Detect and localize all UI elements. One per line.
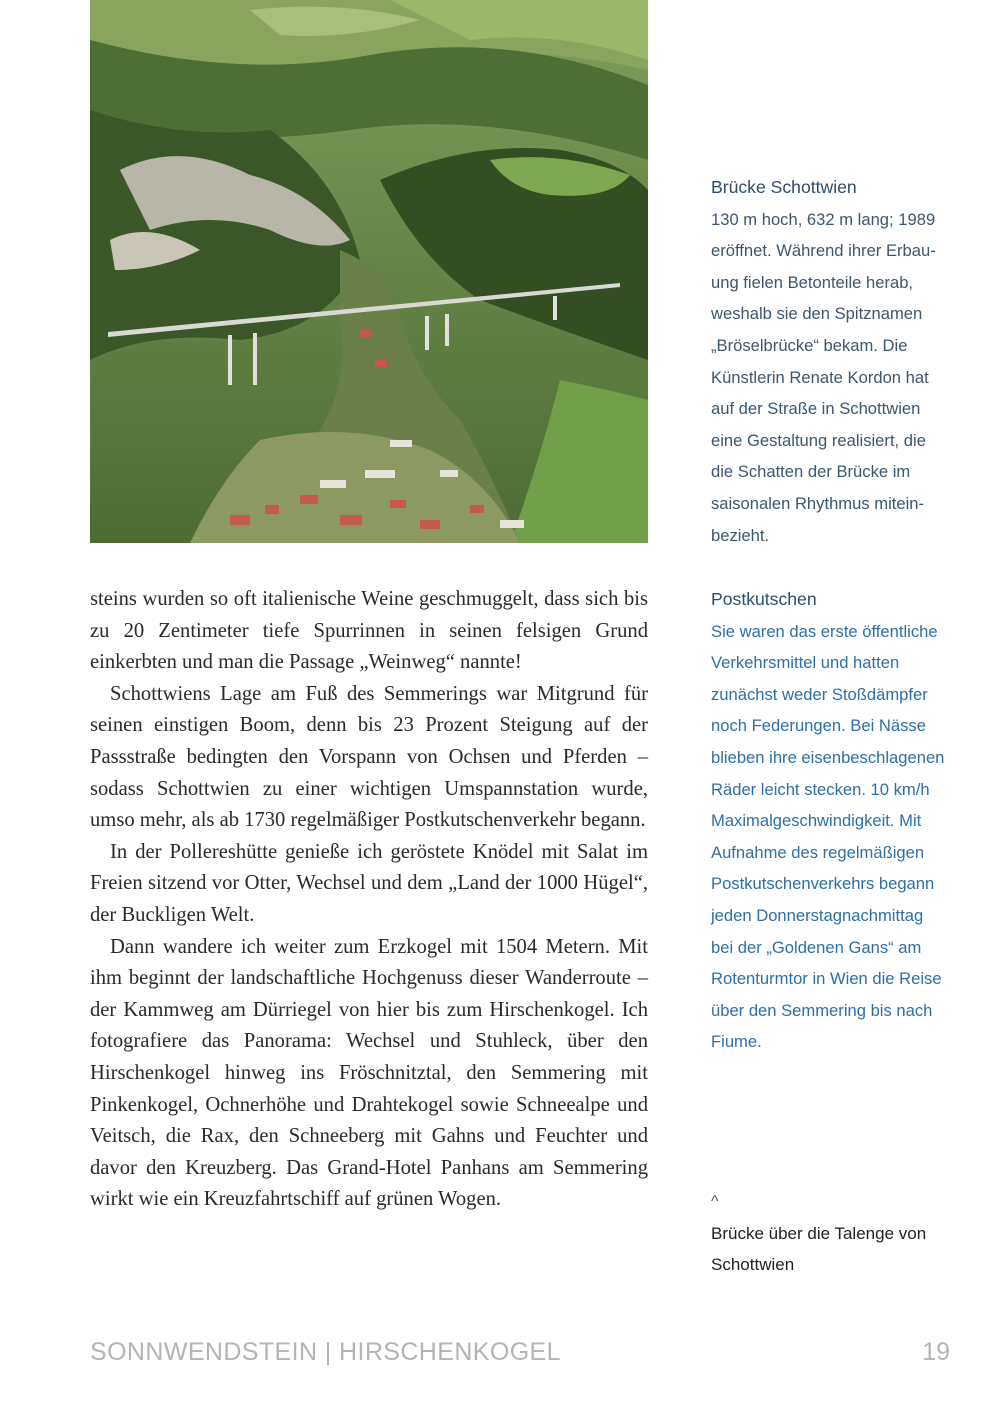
sidebar-line: Postkutschenverkehrs begann	[711, 874, 935, 894]
sidebar-line: Verkehrsmittel und hatten	[711, 653, 900, 673]
main-body-text	[90, 584, 648, 1216]
sidebar-bridge-info	[711, 172, 961, 551]
sidebar-line: Fiume.	[711, 1032, 762, 1052]
sidebar-line: über den Semmering bis nach	[711, 1000, 933, 1020]
sidebar-line: bei der „Goldenen Gans“ am	[711, 937, 922, 957]
caption-line: Brücke über die Talenge von	[711, 1223, 927, 1243]
sidebar-line: weshalb sie den Spitznamen	[711, 304, 923, 324]
running-footer-title: SONNWENDSTEIN | HIRSCHENKOGEL	[90, 1338, 561, 1366]
sidebar-line: Künstlerin Renate Kordon hat	[711, 367, 929, 387]
sidebar-line: blieben ihre eisenbeschlagenen	[711, 747, 945, 767]
sidebar-bridge-heading: Brücke Schottwien	[711, 177, 857, 197]
sidebar-line: Rotenturmtor in Wien die Reise	[711, 969, 942, 989]
sidebar-coach-heading: Postkutschen	[711, 589, 817, 609]
caption-line: Schottwien	[711, 1255, 795, 1275]
sidebar-line: jeden Donnerstagnachmittag	[711, 905, 924, 925]
bridge-photo	[90, 0, 648, 543]
sidebar-line: saisonalen Rhythmus mitein-	[711, 493, 925, 513]
paragraph: Dann wandere ich weiter zum Erzkogel mit 1504 Metern. Mit ihm beginnt der landschaftliche Hochgenuss dieser Wanderroute – der Kammweg am Dürriegel von hier bis zum Hirschenkogel. Ich fotografiere das Panorama: Wechsel und Stuhleck, über den Hirschenkogel hinweg ins Fröschnitztal, den Semmering mit Pinkenkogel, Ochnerhöhe und Drahtekogel sowie Schneealpe und Veitsch, die Rax, den Schneeberg mit Gahns und Feuchter und davor den Kreuzberg. Das Grand-Hotel Panhans am Semmering wirkt wie ein Kreuzfahrtschiff auf grünen Wogen.	[90, 935, 648, 1211]
sidebar-line: 130 m hoch, 632 m lang; 1989	[711, 209, 936, 229]
sidebar-line: Sie waren das erste öffentliche	[711, 621, 938, 641]
paragraph: In der Pollereshütte genieße ich geröstete Knödel mit Salat im Freien sitzend vor Otter, Wechsel und dem „Land der 1000 Hügel“, der Buckligen Welt.	[90, 840, 648, 926]
sidebar-line: „Bröselbrücke“ bekam. Die	[711, 335, 908, 355]
sidebar-line: noch Federungen. Bei Nässe	[711, 716, 926, 736]
sidebar-line: Maximalgeschwindigkeit. Mit	[711, 811, 922, 831]
caret-up-icon: ^	[711, 1193, 719, 1210]
paragraph: Schottwiens Lage am Fuß des Semmerings war Mitgrund für seinen einstigen Boom, denn bis 23 Prozent Steigung auf der Passstraße bedingten den Vorspann von Ochsen und Pferden – sodass Schottwien zu einer wichtigen Umspannstation wurde, umso mehr, als ab 1730 regelmäßiger Postkutschenverkehr begann.	[90, 682, 648, 832]
sidebar-bridge-body	[711, 204, 961, 552]
sidebar-line: Aufnahme des regelmäßigen	[711, 842, 925, 862]
sidebar-line: die Schatten der Brücke im	[711, 462, 911, 482]
page-number: 19	[922, 1338, 950, 1366]
sidebar-line: eine Gestaltung realisiert, die	[711, 430, 926, 450]
sidebar-line: auf der Straße in Schottwien	[711, 399, 921, 419]
sidebar-line: Räder leicht stecken. 10 km/h	[711, 779, 930, 799]
sidebar-line: zunächst weder Stoßdämpfer	[711, 684, 928, 704]
sidebar-coach-info	[711, 584, 961, 1058]
photo-caption	[711, 1186, 961, 1281]
paragraph: steins wurden so oft italienische Weine geschmuggelt, dass sich bis zu 20 Zentimeter tiefe Spurrinnen in seinen felsigen Grund einkerbten und man die Passage „Weinweg“ nannte!	[90, 588, 648, 674]
sidebar-line: bezieht.	[711, 525, 770, 545]
sidebar-line: eröffnet. Während ihrer Erbau-	[711, 241, 936, 261]
sidebar-coach-body	[711, 616, 961, 1058]
sidebar-line: ung fielen Betonteile herab,	[711, 272, 914, 292]
